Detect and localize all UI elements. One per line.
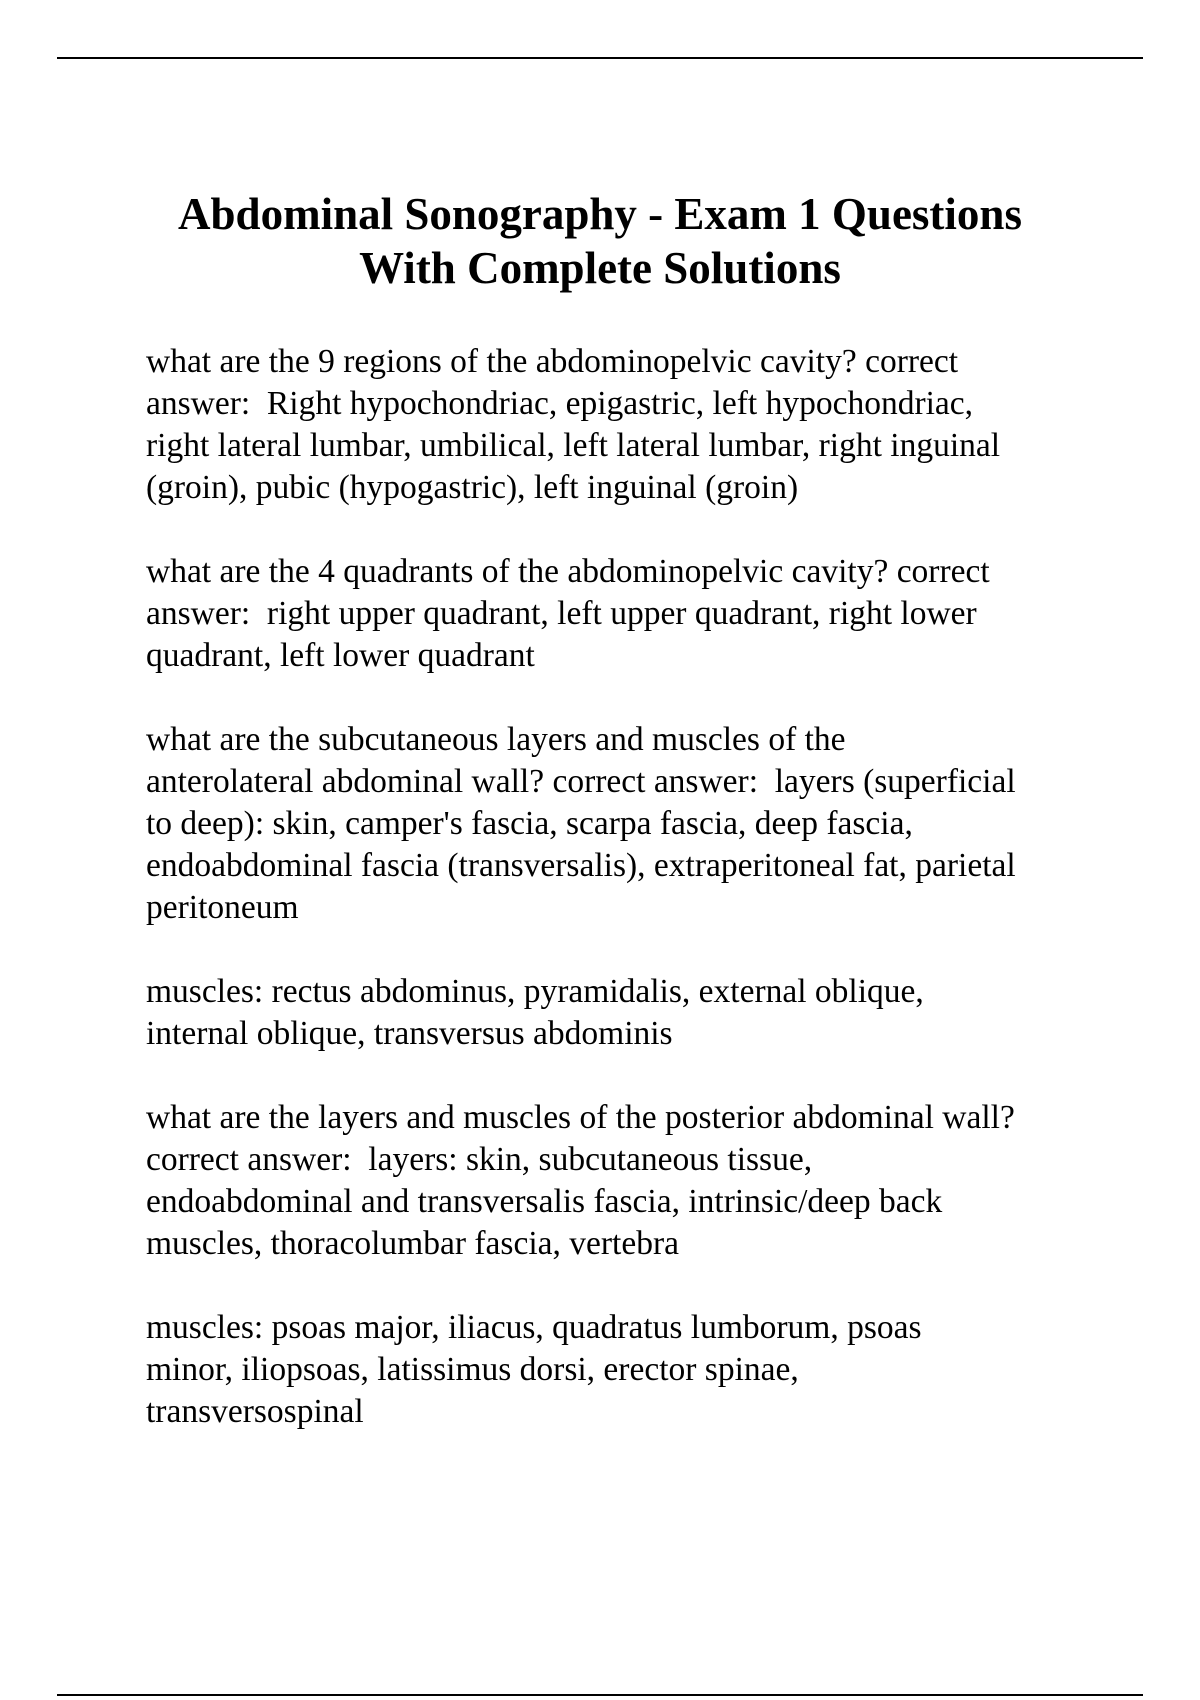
- text-line: correct answer: layers: skin, subcutaneous tissue,: [146, 1141, 813, 1178]
- text-line: transversospinal: [146, 1393, 364, 1430]
- text-line: muscles: psoas major, iliacus, quadratus lumborum, psoas: [146, 1309, 922, 1346]
- text-line: answer: Right hypochondriac, epigastric, left hypochondriac,: [146, 385, 974, 422]
- text-line: what are the layers and muscles of the posterior abdominal wall?: [146, 1099, 1015, 1136]
- text-line: right lateral lumbar, umbilical, left lateral lumbar, right inguinal: [146, 427, 1001, 464]
- title-line: With Complete Solutions: [359, 243, 841, 293]
- text-line: what are the 9 regions of the abdominopelvic cavity? correct: [146, 343, 959, 380]
- document-title: [100, 187, 1100, 295]
- text-line: peritoneum: [146, 889, 299, 926]
- footer-rule: [57, 1694, 1143, 1696]
- qa-paragraph: [146, 551, 1106, 677]
- text-line: anterolateral abdominal wall? correct answer: layers (superficial: [146, 763, 1016, 800]
- text-line: (groin), pubic (hypogastric), left inguinal (groin): [146, 469, 799, 506]
- header-rule: [57, 57, 1143, 59]
- text-line: endoabdominal fascia (transversalis), extraperitoneal fat, parietal: [146, 847, 1016, 884]
- qa-paragraph: [146, 971, 1106, 1055]
- text-line: muscles, thoracolumbar fascia, vertebra: [146, 1225, 679, 1262]
- text-line: answer: right upper quadrant, left upper quadrant, right lower: [146, 595, 977, 632]
- text-line: quadrant, left lower quadrant: [146, 637, 535, 674]
- text-line: muscles: rectus abdominus, pyramidalis, external oblique,: [146, 973, 924, 1010]
- qa-paragraph: [146, 1097, 1106, 1265]
- text-line: internal oblique, transversus abdominis: [146, 1015, 673, 1052]
- text-line: what are the 4 quadrants of the abdominopelvic cavity? correct: [146, 553, 990, 590]
- text-line: to deep): skin, camper's fascia, scarpa fascia, deep fascia,: [146, 805, 913, 842]
- text-line: minor, iliopsoas, latissimus dorsi, erector spinae,: [146, 1351, 799, 1388]
- qa-paragraph: [146, 1307, 1106, 1433]
- text-line: what are the subcutaneous layers and muscles of the: [146, 721, 846, 758]
- title-line: Abdominal Sonography - Exam 1 Questions: [178, 189, 1022, 239]
- document-body: [146, 341, 1106, 1475]
- qa-paragraph: [146, 719, 1106, 929]
- qa-paragraph: [146, 341, 1106, 509]
- text-line: endoabdominal and transversalis fascia, intrinsic/deep back: [146, 1183, 943, 1220]
